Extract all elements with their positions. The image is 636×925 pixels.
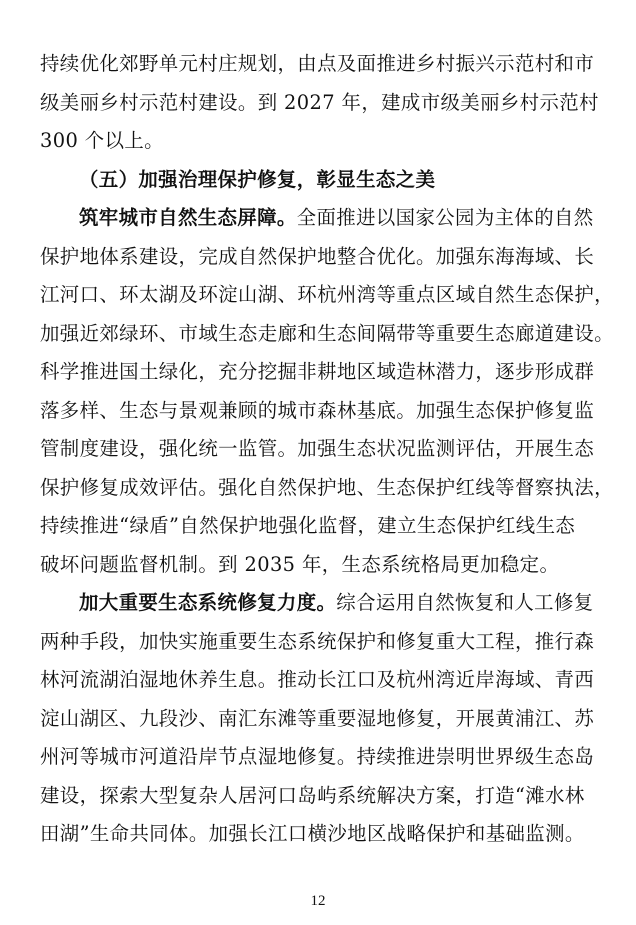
page-number: 12 — [310, 893, 326, 909]
paragraph-ecological-barrier — [40, 199, 614, 584]
text-line: 淀山湖区、九段沙、南汇东滩等重要湿地修复，开展黄浦江、苏 — [40, 706, 595, 730]
text-line: 江河口、环太湖及环淀山湖、环杭州湾等重点区域自然生态保护， — [40, 283, 614, 306]
text-line: 科学推进国土绿化，充分挖掘非耕地区域造林潜力，逐步形成群 — [40, 360, 595, 383]
text-line: 持续推进“绿盾”自然保护地强化监督，建立生态保护红线生态 — [40, 514, 576, 537]
document-body — [40, 45, 614, 854]
paragraph-first-line — [40, 199, 600, 238]
text-line: 保护修复成效评估。强化自然保护地、生态保护红线等督察执法， — [40, 475, 614, 499]
paragraph-lead: 筑牢城市自然生态屏障。 — [79, 206, 297, 229]
text-line: 保护地体系建设，完成自然保护地整合优化。加强东海海域、长 — [40, 244, 595, 268]
paragraph-intro — [40, 45, 600, 161]
text-line: 建设，探索大型复杂人居河口岛屿系统解决方案，打造“滩水林 — [40, 783, 585, 807]
text-line: 田湖”生命共同体。加强长江口横沙地区战略保护和基础监测。 — [40, 822, 585, 845]
text-line: 持续优化郊野单元村庄规划，由点及面推进乡村振兴示范村和市 — [40, 52, 595, 75]
text-line: 管制度建设，强化统一监管。加强生态状况监测评估，开展生态 — [40, 437, 595, 460]
text-line: 林河流湖泊湿地休养生息。推动长江口及杭州湾近岸海域、青西 — [40, 668, 595, 691]
section-heading: （五）加强治理保护修复，彰显生态之美 — [79, 167, 436, 191]
paragraph-lead: 加大重要生态系统修复力度。 — [79, 591, 337, 614]
text-line: 破坏问题监督机制。到 2035 年，生态系统格局更加稳定。 — [40, 552, 560, 576]
paragraph-restoration — [40, 584, 600, 854]
text-line: 级美丽乡村示范村建设。到 2027 年，建成市级美丽乡村示范村 — [40, 90, 599, 114]
paragraph-first-line-text: 全面推进以国家公园为主体的自然 — [296, 206, 594, 229]
text-line: 两种手段，加快实施重要生态系统保护和修复重大工程，推行森 — [40, 629, 595, 653]
text-line: 加强近郊绿环、市域生态走廊和生态间隔带等重要生态廊道建设。 — [40, 321, 614, 345]
paragraph-first-line-text: 综合运用自然恢复和人工修复 — [336, 591, 594, 614]
paragraph-first-line — [40, 584, 600, 623]
text-line: 300 个以上。 — [40, 129, 164, 152]
text-line: 落多样、生态与景观兼顾的城市森林基底。加强生态保护修复监 — [40, 398, 595, 422]
text-line: 州河等城市河道沿岸节点湿地修复。持续推进崇明世界级生态岛 — [40, 745, 595, 768]
